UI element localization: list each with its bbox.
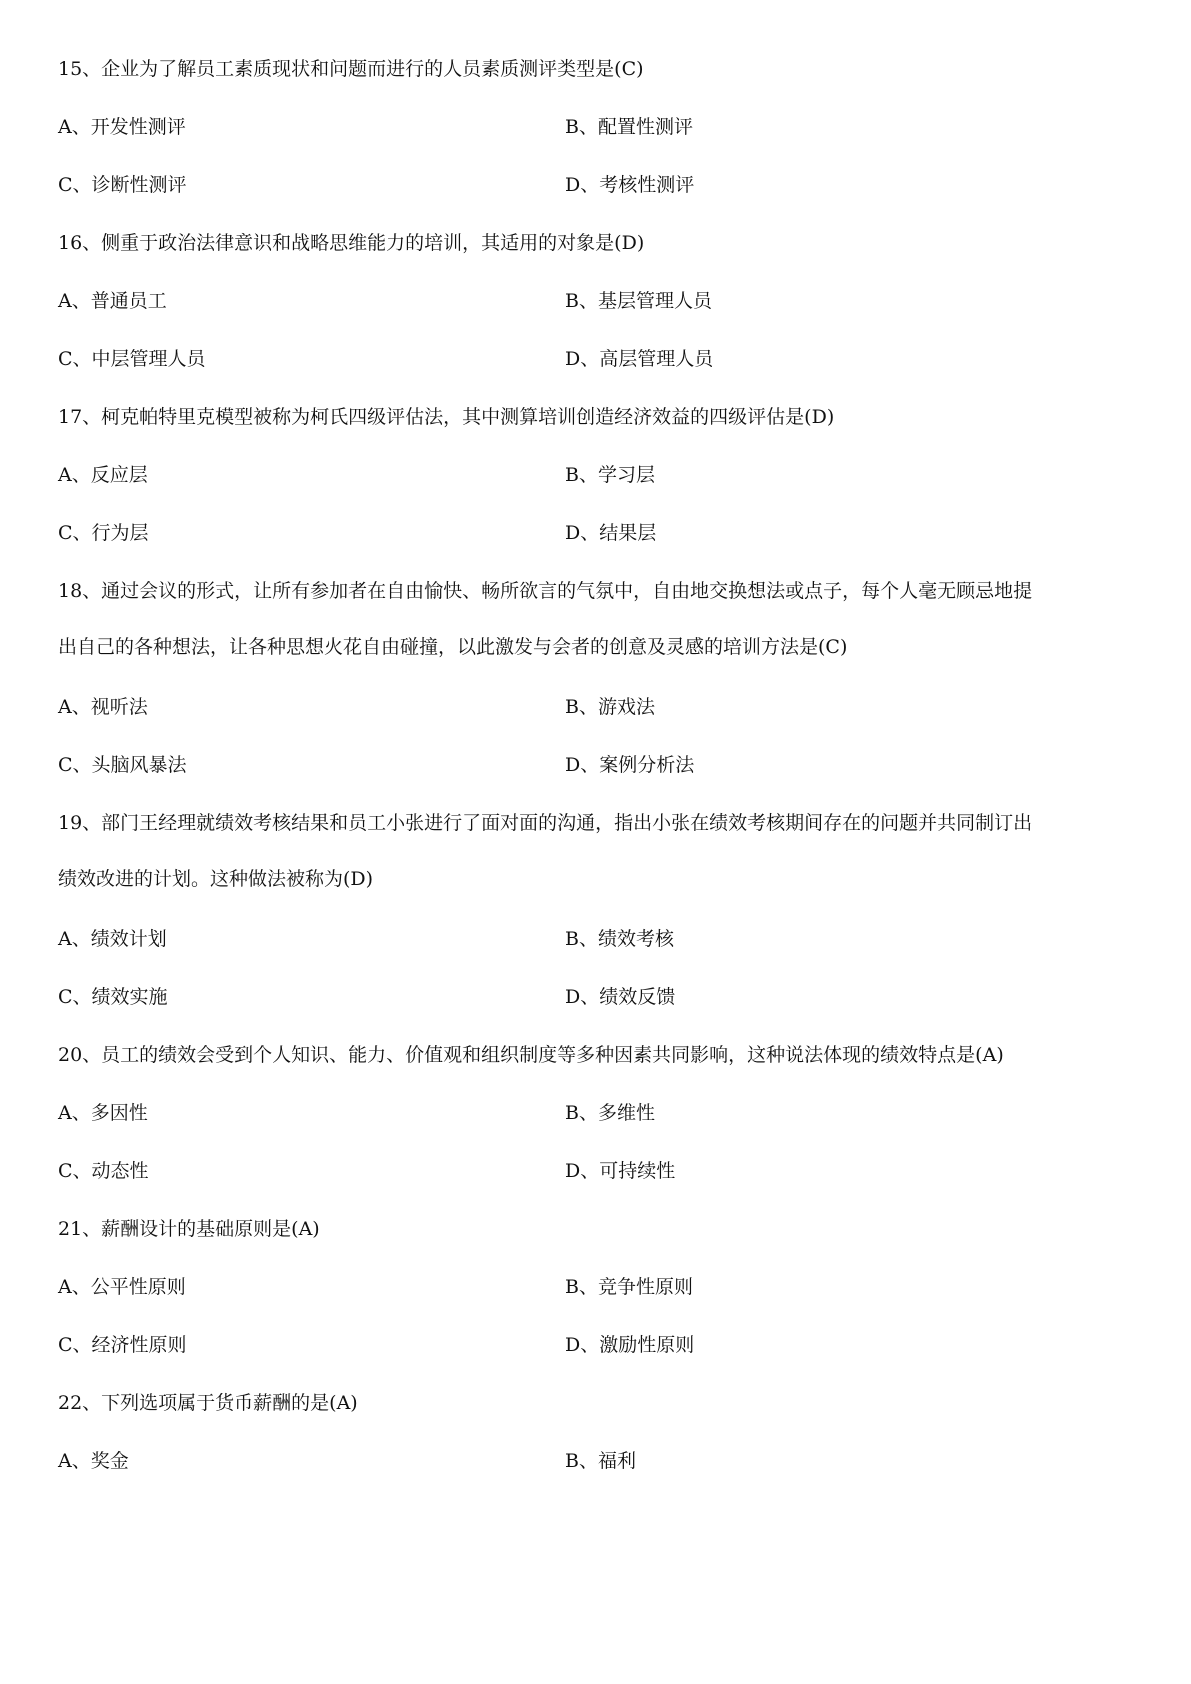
question-15-stem: 15、企业为了解员工素质现状和问题而进行的人员素质测评类型是(C) [58, 58, 644, 80]
question-16-option-b: B、基层管理人员 [565, 290, 712, 312]
question-17-stem: 17、柯克帕特里克模型被称为柯氏四级评估法，其中测算培训创造经济效益的四级评估是(D) [58, 406, 835, 428]
question-20-option-d: D、可持续性 [565, 1160, 676, 1182]
question-15-option-d: D、考核性测评 [565, 174, 695, 196]
question-17-option-a: A、反应层 [58, 464, 148, 486]
question-21-option-c: C、经济性原则 [58, 1334, 187, 1356]
question-16-option-d: D、高层管理人员 [565, 348, 714, 370]
question-21-stem: 21、薪酬设计的基础原则是(A) [58, 1218, 320, 1240]
question-20-option-b: B、多维性 [565, 1102, 655, 1124]
question-17-option-b: B、学习层 [565, 464, 655, 486]
question-22-stem: 22、下列选项属于货币薪酬的是(A) [58, 1392, 358, 1414]
question-18-option-b: B、游戏法 [565, 696, 655, 718]
question-15-option-a: A、开发性测评 [58, 116, 186, 138]
question-22-option-b: B、福利 [565, 1450, 636, 1472]
question-18-stem-line-2: 出自己的各种想法，让各种思想火花自由碰撞，以此激发与会者的创意及灵感的培训方法是(C) [58, 636, 848, 658]
question-19-option-b: B、绩效考核 [565, 928, 674, 950]
question-15-option-c: C、诊断性测评 [58, 174, 187, 196]
question-16-stem: 16、侧重于政治法律意识和战略思维能力的培训，其适用的对象是(D) [58, 232, 645, 254]
question-19-option-a: A、绩效计划 [58, 928, 167, 950]
question-22-option-a: A、奖金 [58, 1450, 129, 1472]
question-19-option-c: C、绩效实施 [58, 986, 168, 1008]
question-21-option-b: B、竞争性原则 [565, 1276, 693, 1298]
question-19-option-d: D、绩效反馈 [565, 986, 676, 1008]
question-17-option-d: D、结果层 [565, 522, 657, 544]
question-16-option-a: A、普通员工 [58, 290, 167, 312]
question-19-stem-line-2: 绩效改进的计划。这种做法被称为(D) [58, 868, 374, 890]
question-18-option-c: C、头脑风暴法 [58, 754, 187, 776]
question-21-option-d: D、激励性原则 [565, 1334, 695, 1356]
question-18-option-a: A、视听法 [58, 696, 148, 718]
question-15-option-b: B、配置性测评 [565, 116, 693, 138]
question-20-option-c: C、动态性 [58, 1160, 149, 1182]
question-20-option-a: A、多因性 [58, 1102, 148, 1124]
question-17-option-c: C、行为层 [58, 522, 149, 544]
question-18-stem-line-1: 18、通过会议的形式，让所有参加者在自由愉快、畅所欲言的气氛中，自由地交换想法或点子，每个人毫无顾忌地提 [58, 580, 1033, 602]
question-18-option-d: D、案例分析法 [565, 754, 695, 776]
question-16-option-c: C、中层管理人员 [58, 348, 206, 370]
question-19-stem-line-1: 19、部门王经理就绩效考核结果和员工小张进行了面对面的沟通，指出小张在绩效考核期间存在的问题并共同制订出 [58, 812, 1033, 834]
question-21-option-a: A、公平性原则 [58, 1276, 186, 1298]
question-20-stem: 20、员工的绩效会受到个人知识、能力、价值观和组织制度等多种因素共同影响，这种说法体现的绩效特点是(A) [58, 1044, 1004, 1066]
